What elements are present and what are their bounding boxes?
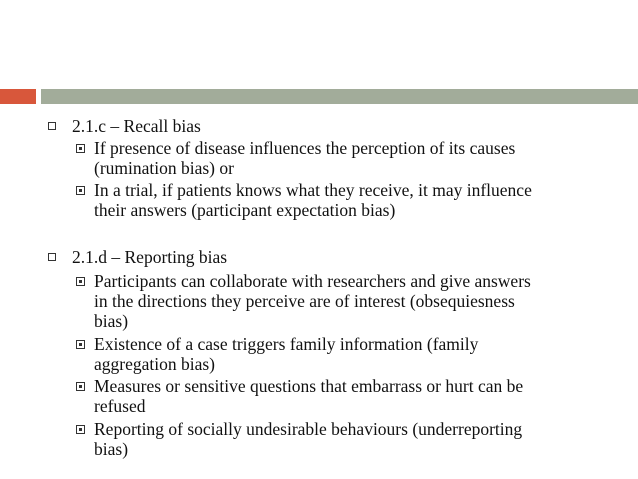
filled-square-bullet-icon [76,277,85,286]
bullet-text: Measures or sensitive questions that embarrass or hurt can be refused [94,376,524,416]
filled-square-bullet-icon [76,382,85,391]
filled-square-bullet-icon [76,340,85,349]
filled-square-bullet-icon [76,425,85,434]
square-bullet-icon [48,122,56,130]
filled-square-bullet-icon [76,186,85,195]
bullet-text: Participants can collaborate with researchers and give answers in the directions they perceive are of interest (obsequiesness bias) [94,271,531,331]
filled-square-bullet-icon [76,144,85,153]
bullet-text: In a trial, if patients knows what they receive, it may influence their answers (participant expectation bias) [94,180,532,220]
square-bullet-icon [48,253,56,261]
bullet-text: Reporting of socially undesirable behaviours (underreporting bias) [94,419,523,459]
section-heading-text: 2.1.d – Reporting bias [72,247,228,267]
section-heading-text: 2.1.c – Recall bias [72,116,201,136]
bullet-text: If presence of disease influences the perception of its causes (rumination bias) or [94,138,516,178]
bullet-text: Existence of a case triggers family information (family aggregation bias) [94,334,479,374]
